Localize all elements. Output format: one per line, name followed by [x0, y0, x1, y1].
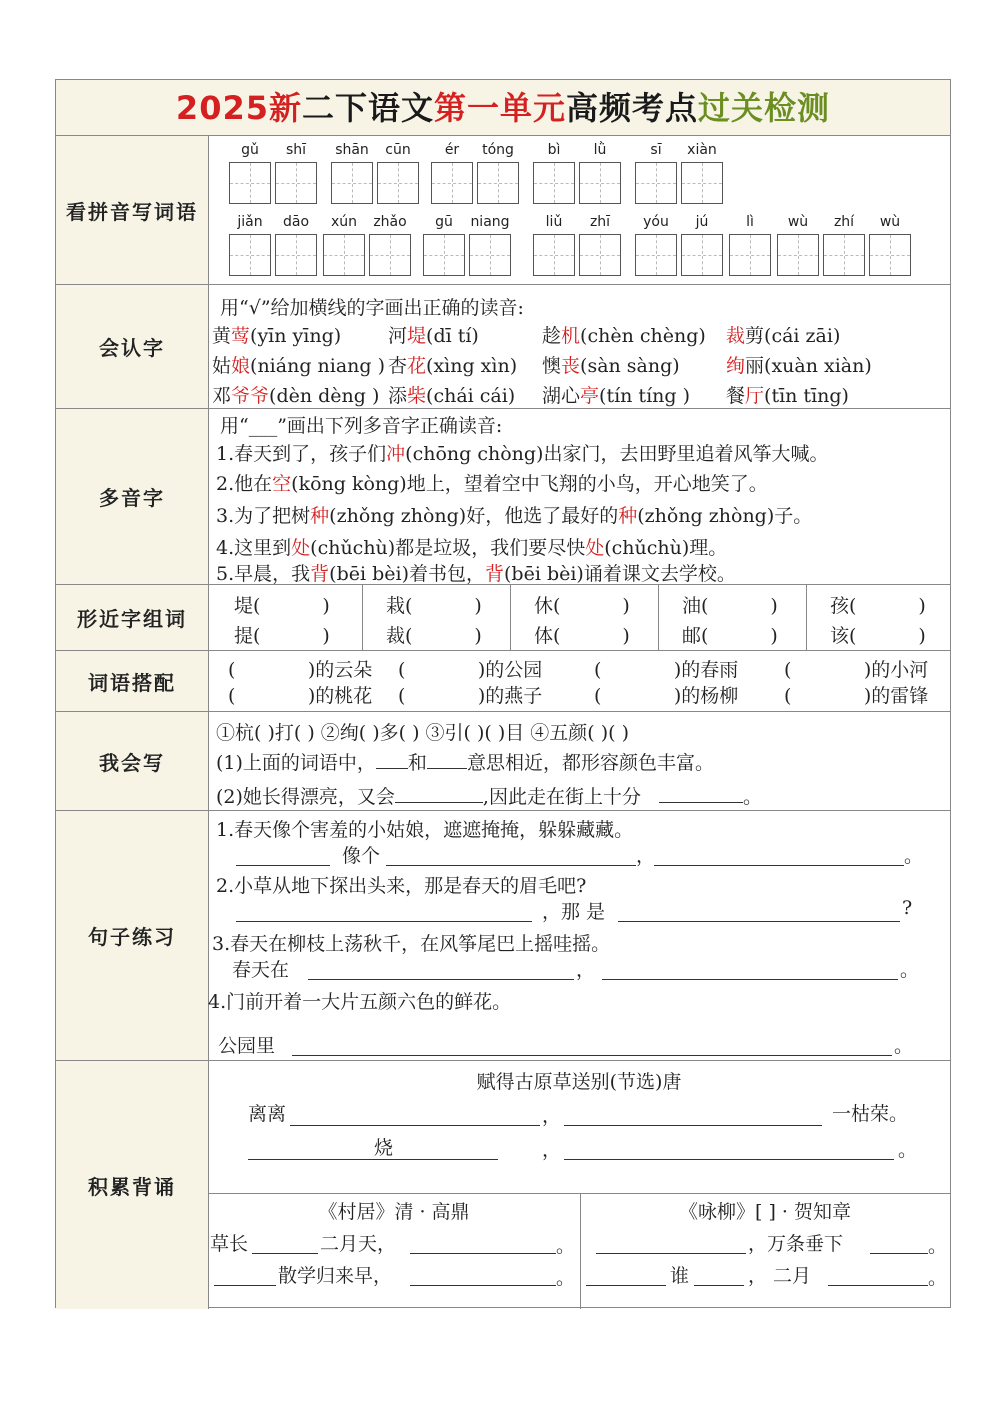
char-a: 杏 [388, 355, 408, 377]
q4-text-b: 。 [894, 1035, 914, 1057]
poem-1-f: 。 [898, 1139, 918, 1161]
writing-grid-box[interactable] [275, 162, 317, 204]
poem-1-c: 一枯荣。 [832, 1103, 909, 1125]
renzi-item[interactable] [212, 321, 341, 348]
dapei-item[interactable]: ( )的春雨 [594, 659, 739, 681]
pinyin-options: (xìng xìn) [426, 355, 518, 377]
q2-blank-1[interactable] [236, 921, 532, 922]
poem-2-blank-4[interactable] [410, 1285, 556, 1286]
poem-3-blank-4[interactable] [694, 1285, 744, 1286]
pinyin-syllable: shān [335, 142, 369, 158]
pinyin-syllable: shī [285, 142, 307, 158]
char-a: 添 [388, 385, 408, 407]
writing-grid-box[interactable] [533, 234, 575, 276]
renzi-item[interactable] [542, 381, 690, 408]
char-b: 厅 [745, 385, 765, 407]
pinyin-syllable: jiǎn [237, 214, 263, 230]
poem-1-blank-2[interactable] [564, 1125, 822, 1126]
poem-3-a: ，万条垂下 [748, 1233, 844, 1255]
juzi-area [208, 811, 950, 1060]
poem-1-b: ， [542, 1105, 562, 1127]
q1-text-b: ， [636, 845, 656, 867]
section-duoyin [56, 409, 950, 585]
xingjin-item[interactable]: 体( ) [534, 625, 630, 647]
worksheet [55, 79, 951, 1308]
char-a: 黄 [212, 325, 232, 347]
writing-grid-box[interactable] [323, 234, 365, 276]
renzi-item[interactable] [212, 351, 385, 378]
poem-3-b: 。 [928, 1235, 948, 1257]
writing-grid-box[interactable] [635, 162, 677, 204]
poem-1-a: 离离 [248, 1103, 287, 1125]
renzi-item[interactable] [212, 381, 379, 408]
pinyin-syllable: lǜ [593, 142, 607, 158]
beisong-area [208, 1061, 950, 1309]
instruction: 用“___”画出下列多音字正确读音: [220, 415, 503, 437]
q3: 3.春天在柳枝上荡秋千，在风筝尾巴上摇哇摇。 [212, 933, 611, 955]
q3-text-c: 。 [900, 959, 920, 981]
sentence-2: 2.他在空(kōng kòng)地上，望着空中飞翔的小鸟，开心地笑了。 [216, 473, 768, 495]
writing-grid-box[interactable] [729, 234, 771, 276]
pinyin-syllable: zhǎo [373, 214, 407, 230]
poem-2-d: 散学归来早， [278, 1265, 393, 1287]
char-b: 娘 [231, 355, 251, 377]
char-a: 姑 [212, 355, 232, 377]
char-a: 懊 [542, 355, 562, 377]
writing-grid-box[interactable] [369, 234, 411, 276]
q1-blank-3[interactable] [654, 865, 904, 866]
renzi-item[interactable] [726, 351, 872, 378]
poem-1-title: 赋得古原草送别(节选)唐 [476, 1071, 682, 1093]
sentence-4: 4.这里到处(chǔchù)都是垃圾，我们要尽快处(chǔchù)理。 [216, 537, 728, 559]
pinyin-syllable: lì [746, 214, 754, 230]
dapei-area [208, 651, 950, 711]
dapei-item[interactable]: ( )的桃花 [228, 685, 373, 707]
poem-3-e: 。 [928, 1267, 948, 1289]
char-b: 花 [407, 355, 427, 377]
pinyin-options: (xuàn xiàn) [764, 355, 872, 377]
char-a: 餐 [726, 385, 746, 407]
writing-grid-box[interactable] [331, 162, 373, 204]
poem-2-title: 《村居》清 · 高鼎 [318, 1201, 470, 1223]
dapei-item[interactable]: ( )的雷锋 [784, 685, 929, 707]
section-beisong [56, 1061, 950, 1309]
pinyin-syllable: liǔ [545, 214, 563, 230]
char-b: 剪 [745, 325, 765, 347]
pinyin-options: (dèn dèng ) [269, 385, 380, 407]
pinyin-syllable: xiàn [687, 142, 717, 158]
q4-blank-1[interactable] [292, 1055, 892, 1056]
pinyin-syllable: jú [695, 214, 709, 230]
q2-text-b: ? [902, 897, 913, 919]
poem-2-blank-2[interactable] [410, 1253, 556, 1254]
q1-text-a: 像个 [342, 845, 381, 867]
q1-text-c: 。 [904, 845, 924, 867]
pinyin-syllable: sī [650, 142, 662, 158]
writing-grid-box[interactable] [431, 162, 473, 204]
char-b: 莺 [231, 325, 251, 347]
xie-line-1: ①杭( )打( ) ②绚( )多( ) ③引( )( )目 ④五颜( )( ) [216, 722, 630, 744]
poem-2-b: 二月天， [320, 1233, 397, 1255]
writing-grid-box[interactable] [533, 162, 575, 204]
xingjin-item[interactable]: 邮( ) [682, 625, 778, 647]
renzi-item[interactable] [388, 351, 517, 378]
sentence-3: 3.为了把树种(zhǒng zhòng)好，他选了最好的种(zhǒng zhòng)子。 [216, 505, 813, 527]
pinyin-syllable: tóng [482, 142, 514, 158]
q3-text-b: ， [576, 959, 596, 981]
pinyin-options: (cái zāi) [764, 325, 841, 347]
section-renzi [56, 285, 950, 409]
char-b: 丧 [561, 355, 581, 377]
sentence-5: 5.早晨，我背(bēi bèi)着书包，背(bēi bèi)诵着课文去学校。 [216, 563, 736, 585]
pinyin-syllable: cūn [385, 142, 411, 158]
section-label: 看拼音写词语 [56, 136, 209, 284]
poem-2-a: 草长 [210, 1233, 249, 1255]
renzi-item[interactable] [542, 351, 680, 378]
char-a: 邓 [212, 385, 232, 407]
writing-grid-box[interactable] [635, 234, 677, 276]
writing-grid-box[interactable] [869, 234, 911, 276]
writing-grid-box[interactable] [777, 234, 819, 276]
pinyin-syllable: zhí [833, 214, 855, 230]
xingjin-item[interactable]: 栽( ) [386, 595, 482, 617]
q1-blank-2[interactable] [386, 865, 636, 866]
section-label: 形近字组词 [56, 585, 209, 650]
q2: 2.小草从地下探出头来，那是春天的眉毛吧? [216, 875, 587, 897]
poem-3-blank-2[interactable] [870, 1253, 928, 1254]
char-b: 机 [561, 325, 581, 347]
poem-1-blank-3[interactable] [248, 1159, 498, 1160]
xie-line-2: (1)上面的词语中， 和 意思相近，都形容颜色丰富。 [216, 752, 714, 774]
renzi-item[interactable] [542, 321, 706, 348]
section-dapei [56, 651, 950, 712]
writing-grid-box[interactable] [681, 162, 723, 204]
renzi-item[interactable] [726, 321, 840, 348]
pinyin-syllable: yóu [643, 214, 669, 230]
xingjin-item[interactable]: 孩( ) [830, 595, 926, 617]
poem-3-c: 谁 [670, 1265, 690, 1287]
q2-text-a: ，那 是 [542, 901, 606, 923]
xingjin-item[interactable]: 裁( ) [386, 625, 482, 647]
char-b: 堤 [407, 325, 427, 347]
q3-blank-1[interactable] [308, 979, 574, 980]
renzi-item[interactable] [388, 381, 515, 408]
pinyin-options: (niáng niang ) [250, 355, 386, 377]
section-label: 积累背诵 [56, 1061, 209, 1309]
poem-3-blank-5[interactable] [828, 1285, 928, 1286]
q1-blank-1[interactable] [236, 865, 330, 866]
q3-text-a: 春天在 [232, 959, 290, 981]
section-juzi [56, 811, 950, 1061]
pinyin-syllable: gǔ [241, 142, 259, 158]
pinyin-syllable: dāo [282, 214, 310, 230]
pinyin-options: (tín tíng ) [599, 385, 690, 407]
section-label: 我会写 [56, 712, 209, 810]
writing-grid-box[interactable] [681, 234, 723, 276]
writing-grid-box[interactable] [477, 162, 519, 204]
pinyin-options: (chèn chèng) [580, 325, 706, 347]
poem-1-d: 烧 [374, 1137, 394, 1159]
poem-3-blank-3[interactable] [586, 1285, 666, 1286]
q2-blank-2[interactable] [618, 921, 900, 922]
char-a: 裁 [726, 325, 746, 347]
char-b: 丽 [745, 355, 765, 377]
char-b: 柴 [407, 385, 427, 407]
xie-area [208, 712, 950, 810]
char-a: 湖心 [542, 385, 581, 407]
pinyin-syllable: wù [879, 214, 901, 230]
writing-grid-box[interactable] [423, 234, 465, 276]
writing-grid-box[interactable] [579, 162, 621, 204]
writing-grid-box[interactable] [469, 234, 511, 276]
renzi-area [208, 285, 950, 408]
section-xie [56, 712, 950, 811]
pinyin-syllable: gū [435, 214, 453, 230]
section-label: 会认字 [56, 285, 209, 408]
pinyin-area [208, 136, 950, 284]
char-b: 亭 [580, 385, 600, 407]
poem-3-title: 《咏柳》[ ] · 贺知章 [679, 1201, 851, 1223]
poem-2-blank-1[interactable] [252, 1253, 318, 1254]
writing-grid-box[interactable] [229, 162, 271, 204]
char-a: 绚 [726, 355, 746, 377]
section-label: 句子练习 [56, 811, 209, 1060]
xingjin-item[interactable]: 堤( ) [234, 595, 330, 617]
pinyin-syllable: wù [787, 214, 809, 230]
poem-1-e: ， [542, 1139, 562, 1161]
writing-grid-box[interactable] [275, 234, 317, 276]
xingjin-item[interactable]: 油( ) [682, 595, 778, 617]
renzi-item[interactable] [388, 321, 479, 348]
dapei-item[interactable]: ( )的小河 [784, 659, 929, 681]
poem-2-blank-3[interactable] [214, 1285, 276, 1286]
dapei-item[interactable]: ( )的杨柳 [594, 685, 739, 707]
writing-grid-box[interactable] [229, 234, 271, 276]
duoyin-area [208, 409, 950, 584]
pinyin-options: (dī tí) [426, 325, 479, 347]
char-b: 爷爷 [231, 385, 270, 407]
writing-grid-box[interactable] [823, 234, 865, 276]
pinyin-syllable: niang [470, 214, 510, 230]
section-xingjin [56, 585, 950, 651]
pinyin-options: (chái cái) [426, 385, 516, 407]
pinyin-syllable: bì [547, 142, 561, 158]
xingjin-item[interactable]: 休( ) [534, 595, 630, 617]
dapei-item[interactable]: ( )的公园 [398, 659, 543, 681]
char-a: 河 [388, 325, 408, 347]
xingjin-item[interactable]: 该( ) [830, 625, 926, 647]
xingjin-item[interactable]: 提( ) [234, 625, 330, 647]
sentence-1: 1.春天到了，孩子们冲(chōng chòng)出家门，去田野里追着风筝大喊。 [216, 443, 829, 465]
poem-2-c: 。 [556, 1235, 576, 1257]
renzi-item[interactable] [726, 381, 849, 408]
q1: 1.春天像个害羞的小姑娘，遮遮掩掩，躲躲藏藏。 [216, 819, 634, 841]
instruction: 用“√”给加横线的字画出正确的读音: [220, 297, 524, 319]
pinyin-syllable: xún [330, 214, 358, 230]
dapei-item[interactable]: ( )的云朵 [228, 659, 373, 681]
poem-2-e: 。 [556, 1267, 576, 1289]
pinyin-options: (sàn sàng) [580, 355, 680, 377]
section-label: 词语搭配 [56, 651, 209, 711]
writing-grid-box[interactable] [579, 234, 621, 276]
xingjin-area [208, 585, 950, 650]
char-a: 趁 [542, 325, 562, 347]
q4-text-a: 公园里 [218, 1035, 276, 1057]
dapei-item[interactable]: ( )的燕子 [398, 685, 543, 707]
q3-blank-2[interactable] [602, 979, 898, 980]
pinyin-options: (tīn tīng) [764, 385, 849, 407]
poem-1-blank-1[interactable] [290, 1125, 540, 1126]
poem-3-blank-1[interactable] [596, 1253, 746, 1254]
page-title: 2025新二下语文第一单元高频考点过关检测 [56, 80, 950, 136]
section-label: 多音字 [56, 409, 209, 584]
section-pinyin [56, 136, 950, 285]
pinyin-options: (yīn yīng) [250, 325, 342, 347]
poem-3-d: ， 二月 [748, 1265, 812, 1287]
writing-grid-box[interactable] [377, 162, 419, 204]
poem-1-blank-4[interactable] [564, 1159, 894, 1160]
xie-line-3: (2)她长得漂亮，又会 ,因此走在街上十分 。 [216, 786, 762, 808]
pinyin-syllable: zhī [589, 214, 611, 230]
pinyin-syllable: ér [444, 142, 460, 158]
q4: 4.门前开着一大片五颜六色的鲜花。 [208, 991, 512, 1013]
